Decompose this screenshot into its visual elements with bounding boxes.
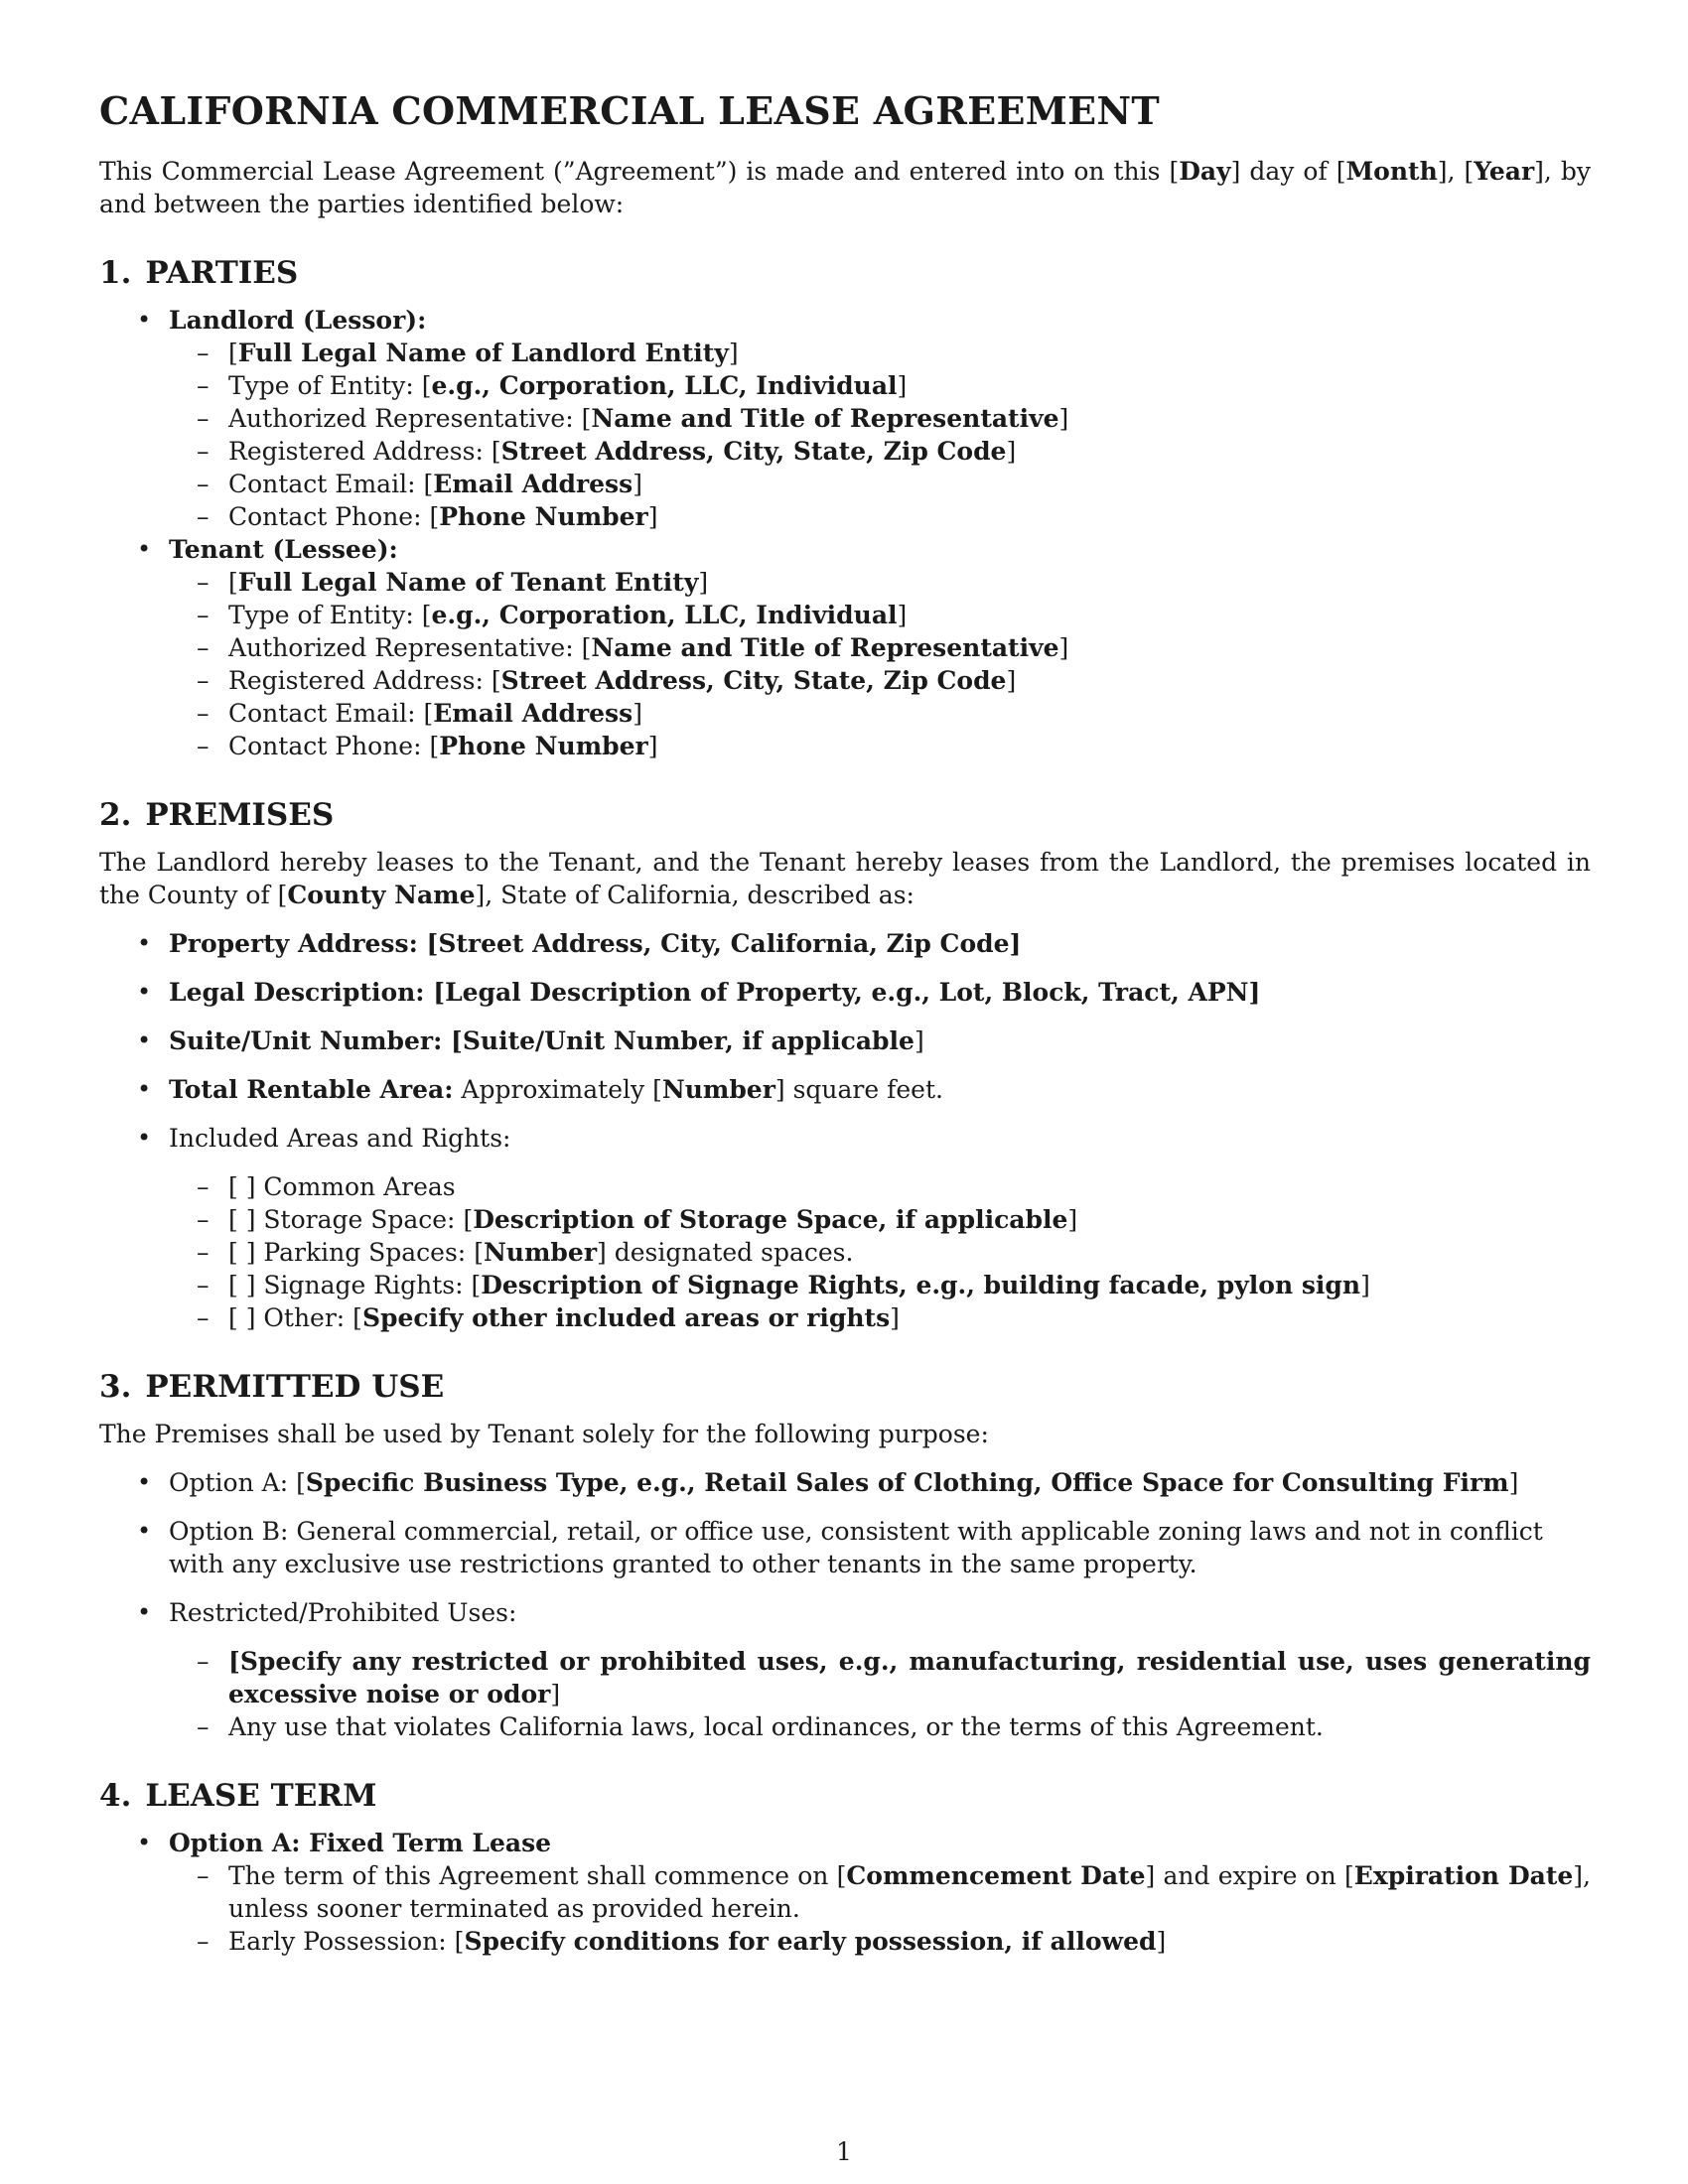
field-label: Option A: <box>169 1468 297 1497</box>
section-title: PERMITTED USE <box>145 1369 445 1405</box>
intro-text: ], [ <box>1437 157 1475 186</box>
field-value: Specify any restricted or prohibited uses, e.g., manufacturing, residential use, uses generating excessive noise or odor <box>228 1647 1591 1708</box>
field-label: Contact Phone: <box>228 732 430 760</box>
paragraph-text: Option B: General commercial, retail, or office use, consistent with applicable zoning laws and not in conflict with any exclusive use restrictions granted to other tenants in the same property. <box>169 1517 1543 1578</box>
section-title: PREMISES <box>145 797 335 833</box>
parties-list <box>99 304 1591 762</box>
section-heading-lease-term <box>99 1775 1591 1817</box>
field-label: Contact Phone: <box>228 502 430 531</box>
field-value: e.g., Corporation, LLC, Individual <box>431 371 898 400</box>
field-label: Early Possession: <box>228 1927 455 1956</box>
field-value: Number <box>483 1238 597 1267</box>
year-placeholder: Year <box>1474 157 1535 186</box>
list-item: – [ ] Storage Space: [Description of Storage Space, if applicable] <box>169 1203 1591 1236</box>
list-item: – Authorized Representative: [Name and Title of Representative] <box>169 402 1591 435</box>
section-number: 2. <box>99 797 132 833</box>
document-title: CALIFORNIA COMMERCIAL LEASE AGREEMENT <box>99 88 1160 133</box>
field-label: Total Rentable Area: <box>169 1075 454 1104</box>
paragraph-text: ] square feet. <box>774 1075 943 1104</box>
option-heading: Option A: Fixed Term Lease <box>169 1829 552 1857</box>
field-value: [Street Address, City, California, Zip Code] <box>426 929 1022 958</box>
field-value: Phone Number <box>439 502 648 531</box>
list-item: – Type of Entity: [e.g., Corporation, LLC, Individual] <box>169 599 1591 631</box>
list-item <box>99 1073 1591 1106</box>
field-label: Legal Description: <box>169 978 434 1007</box>
tenant-item <box>99 533 1591 762</box>
checkbox-option: [ ] Signage Rights: <box>228 1271 472 1299</box>
paragraph-text: ], unless sooner terminated as provided herein. <box>228 1861 1591 1923</box>
paragraph-text: ], State of California, described as: <box>475 881 914 909</box>
landlord-details <box>169 337 1591 533</box>
day-placeholder: Day <box>1179 157 1231 186</box>
section-heading-premises <box>99 794 1591 836</box>
list-item <box>99 927 1591 960</box>
lease-term-list <box>99 1827 1591 1958</box>
landlord-heading: Landlord (Lessor): <box>169 306 427 335</box>
list-item: • Suite/Unit Number: [Suite/Unit Number, if applicable] <box>99 1024 1591 1057</box>
field-label: Restricted/Prohibited Uses: <box>169 1598 517 1627</box>
field-value: Name and Title of Representative <box>591 633 1059 662</box>
list-item: – Contact Email: [Email Address] <box>169 468 1591 500</box>
field-label: Contact Email: <box>228 470 424 498</box>
field-value: Description of Storage Space, if applicable <box>473 1205 1068 1234</box>
section-number: 3. <box>99 1369 132 1405</box>
field-value: Suite/Unit Number, if applicable <box>462 1026 914 1055</box>
list-item: – [ ] Parking Spaces: [Number] designated spaces. <box>169 1236 1591 1269</box>
intro-text: ], by and between the parties identified below: <box>99 157 1592 218</box>
county-placeholder: County Name <box>287 881 476 909</box>
section-heading-parties <box>99 252 1591 294</box>
list-item <box>169 1710 1591 1743</box>
field-value: Specify other included areas or rights <box>361 1303 891 1332</box>
list-item: – Authorized Representative: [Name and Title of Representative] <box>169 631 1591 664</box>
list-item <box>99 976 1591 1009</box>
checkbox-option: [ ] Common Areas <box>228 1172 456 1201</box>
checkbox-option: [ ] Other: <box>228 1303 353 1332</box>
field-value: Number <box>661 1075 775 1104</box>
list-item: – [Full Legal Name of Landlord Entity] <box>169 337 1591 369</box>
list-item: – Contact Email: [Email Address] <box>169 697 1591 730</box>
paragraph-text: The Landlord hereby leases to the Tenant, and the Tenant hereby leases from the Landlord, the premises located in the County of <box>99 848 1591 909</box>
intro-paragraph: This Commercial Lease Agreement (”Agreement”) is made and entered into on this [Day] day of [Month], [Year], by and between the parties identified below: <box>99 157 1592 218</box>
field-label: Authorized Representative: <box>228 404 582 433</box>
list-item <box>169 1170 1591 1203</box>
list-item: – [Full Legal Name of Tenant Entity] <box>169 566 1591 599</box>
section-title: PARTIES <box>145 255 299 291</box>
included-areas-list <box>169 1170 1591 1334</box>
paragraph-text: ] designated spaces. <box>597 1238 854 1267</box>
permitted-use-paragraph: The Premises shall be used by Tenant solely for the following purpose: <box>99 1420 989 1448</box>
list-item: – [Specify any restricted or prohibited uses, e.g., manufacturing, residential use, uses generating excessive noise or odor] <box>169 1645 1591 1710</box>
field-value: Name and Title of Representative <box>591 404 1059 433</box>
checkbox-option: [ ] Storage Space: <box>228 1205 464 1234</box>
field-value: Email Address <box>433 470 633 498</box>
list-item: – Contact Phone: [Phone Number] <box>169 730 1591 762</box>
page-number: 1 <box>836 2137 852 2166</box>
fixed-term-details <box>169 1859 1591 1958</box>
field-value: Description of Signage Rights, e.g., building facade, pylon sign <box>481 1271 1361 1299</box>
landlord-item <box>99 304 1591 533</box>
field-value: Expiration Date <box>1353 1861 1574 1890</box>
landlord-name: Full Legal Name of Landlord Entity <box>237 339 729 367</box>
checkbox-option: [ ] Parking Spaces: <box>228 1238 475 1267</box>
field-label: Registered Address: <box>228 666 492 695</box>
field-value: Email Address <box>433 699 633 728</box>
field-label: Registered Address: <box>228 437 492 466</box>
intro-text: This Commercial Lease Agreement (”Agreement”) is made and entered into on this <box>99 157 1170 186</box>
paragraph-text: ] and expire on [ <box>1145 1861 1354 1890</box>
field-value: Street Address, City, State, Zip Code <box>500 666 1007 695</box>
tenant-details <box>169 566 1591 762</box>
field-value: Phone Number <box>439 732 648 760</box>
premises-paragraph: The Landlord hereby leases to the Tenant, and the Tenant hereby leases from the Landlord, the premises located in the County of [County Name], State of California, described as: <box>99 848 1591 909</box>
list-item: – Early Possession: [Specify conditions for early possession, if allowed] <box>169 1925 1591 1958</box>
field-value: [Legal Description of Property, e.g., Lot, Block, Tract, APN] <box>433 978 1261 1007</box>
field-value: e.g., Corporation, LLC, Individual <box>431 601 898 629</box>
list-item <box>99 1122 1591 1334</box>
list-item: • Option A: [Specific Business Type, e.g., Retail Sales of Clothing, Office Space for Consulting Firm] <box>99 1466 1591 1499</box>
field-value: Commencement Date <box>846 1861 1146 1890</box>
field-value: Street Address, City, State, Zip Code <box>500 437 1007 466</box>
list-item: – Contact Phone: [Phone Number] <box>169 500 1591 533</box>
field-value: Specific Business Type, e.g., Retail Sales of Clothing, Office Space for Consulting Firm <box>305 1468 1509 1497</box>
permitted-use-list <box>99 1466 1591 1743</box>
restricted-uses-list <box>169 1645 1591 1743</box>
section-heading-permitted-use <box>99 1366 1591 1408</box>
list-item <box>99 1596 1591 1743</box>
document-body <box>99 85 1591 1958</box>
field-label: Type of Entity: <box>228 601 422 629</box>
list-item <box>169 1859 1591 1925</box>
field-label: Authorized Representative: <box>228 633 582 662</box>
tenant-heading: Tenant (Lessee): <box>169 535 398 564</box>
month-placeholder: Month <box>1345 157 1438 186</box>
list-item: – [ ] Signage Rights: [Description of Signage Rights, e.g., building facade, pylon sign] <box>169 1269 1591 1301</box>
paragraph-text: The term of this Agreement shall commence on [ <box>228 1861 847 1890</box>
list-item <box>99 1827 1591 1958</box>
paragraph-text: Approximately [ <box>453 1075 662 1104</box>
list-item <box>99 1515 1591 1580</box>
tenant-name: Full Legal Name of Tenant Entity <box>237 568 699 597</box>
list-item: – [ ] Other: [Specify other included areas or rights] <box>169 1301 1591 1334</box>
section-title: LEASE TERM <box>145 1778 377 1814</box>
field-label: Property Address: <box>169 929 427 958</box>
field-label: Included Areas and Rights: <box>169 1124 511 1153</box>
list-item: – Registered Address: [Street Address, City, State, Zip Code] <box>169 664 1591 697</box>
section-number: 4. <box>99 1778 132 1814</box>
premises-list <box>99 927 1591 1334</box>
field-label: Type of Entity: <box>228 371 422 400</box>
field-label: Suite/Unit Number: <box>169 1026 452 1055</box>
list-item: – Registered Address: [Street Address, City, State, Zip Code] <box>169 435 1591 468</box>
section-number: 1. <box>99 255 132 291</box>
field-label: Contact Email: <box>228 699 424 728</box>
intro-text: ] day of [ <box>1230 157 1346 186</box>
field-value: Specify conditions for early possession, if allowed <box>464 1927 1157 1956</box>
list-item: – Type of Entity: [e.g., Corporation, LLC, Individual] <box>169 369 1591 402</box>
paragraph-text: Any use that violates California laws, local ordinances, or the terms of this Agreement. <box>228 1712 1324 1741</box>
